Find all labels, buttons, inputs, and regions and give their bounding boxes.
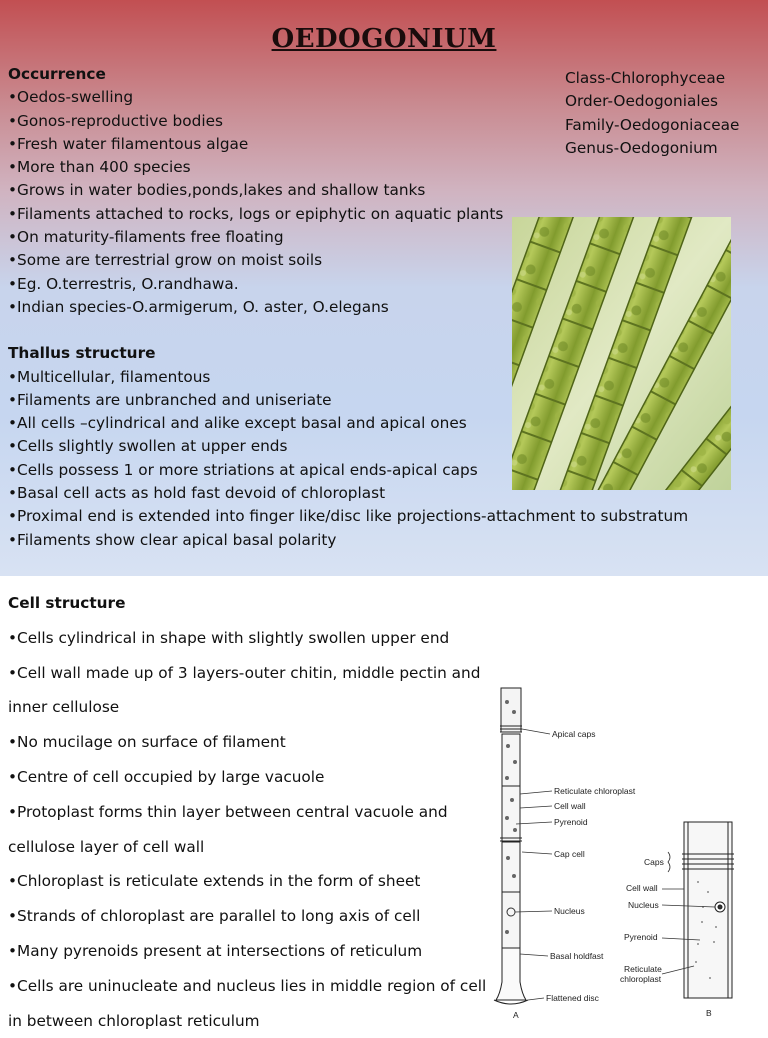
list-item: •Indian species-O.armigerum, O. aster, O.elegans bbox=[8, 297, 389, 316]
classification-family: Family-Oedogoniaceae bbox=[565, 115, 740, 134]
label-nucleus-b: Nucleus bbox=[628, 900, 659, 910]
label-caps: Caps bbox=[644, 857, 664, 867]
list-item: inner cellulose bbox=[8, 698, 120, 717]
label-flattened-disc: Flattened disc bbox=[546, 993, 599, 1003]
list-item: •No mucilage on surface of filament bbox=[8, 733, 286, 752]
list-item: •Cells cylindrical in shape with slightly swollen upper end bbox=[8, 628, 450, 647]
list-item: •Filaments attached to rocks, logs or epiphytic on aquatic plants bbox=[8, 204, 504, 223]
page-title: OEDOGONIUM bbox=[271, 24, 497, 54]
list-item: •Cell wall made up of 3 layers-outer chitin, middle pectin and bbox=[8, 663, 481, 682]
list-item: •Chloroplast is reticulate extends in the form of sheet bbox=[8, 872, 421, 891]
list-item: •Filaments are unbranched and uniseriate bbox=[8, 390, 332, 409]
list-item: •Some are terrestrial grow on moist soils bbox=[8, 251, 323, 270]
oedogonium-diagram bbox=[488, 682, 768, 1022]
list-item: •Gonos-reproductive bodies bbox=[8, 111, 223, 130]
classification-genus: Genus-Oedogonium bbox=[565, 138, 718, 157]
list-item: •More than 400 species bbox=[8, 158, 191, 177]
classification-box bbox=[565, 67, 739, 160]
list-item: •Cells are uninucleate and nucleus lies in middle region of cell bbox=[8, 976, 487, 995]
filament-drawing bbox=[494, 688, 528, 1004]
list-item: •On maturity-filaments free floating bbox=[8, 228, 284, 247]
cell-drawing bbox=[682, 822, 734, 998]
micrograph-image bbox=[512, 217, 731, 490]
label-pyrenoid-b: Pyrenoid bbox=[624, 932, 658, 942]
list-item: •Grows in water bodies,ponds,lakes and shallow tanks bbox=[8, 181, 426, 200]
thallus-heading: Thallus structure bbox=[8, 344, 156, 363]
leader-lines-a bbox=[515, 729, 552, 1000]
list-item: •Centre of cell occupied by large vacuole bbox=[8, 767, 325, 786]
list-item: •All cells –cylindrical and alike except basal and apical ones bbox=[8, 414, 467, 433]
list-item: •Multicellular, filamentous bbox=[8, 367, 211, 386]
label-apical-caps: Apical caps bbox=[552, 729, 596, 739]
cell-structure-section bbox=[8, 586, 498, 1038]
label-chloroplast-b: chloroplast bbox=[620, 974, 662, 984]
list-item: •Strands of chloroplast are parallel to long axis of cell bbox=[8, 907, 421, 926]
list-item: in between chloroplast reticulum bbox=[8, 1011, 260, 1030]
classification-class: Class-Chlorophyceae bbox=[565, 69, 726, 87]
list-item: •Eg. O.terrestris, O.randhawa. bbox=[8, 274, 239, 293]
list-item: •Oedos-swelling bbox=[8, 88, 134, 107]
classification-order: Order-Oedogoniales bbox=[565, 92, 718, 111]
list-item: •Proximal end is extended into finger like/disc like projections-attachment to substratum bbox=[8, 507, 689, 526]
list-item: cellulose layer of cell wall bbox=[8, 837, 205, 856]
label-reticulate-b: Reticulate bbox=[624, 964, 662, 974]
label-nucleus-a: Nucleus bbox=[554, 906, 585, 916]
list-item: •Basal cell acts as hold fast devoid of chloroplast bbox=[8, 484, 386, 503]
label-basal-holdfast: Basal holdfast bbox=[550, 951, 604, 961]
list-item: •Cells possess 1 or more striations at apical ends-apical caps bbox=[8, 460, 478, 479]
list-item: •Fresh water filamentous algae bbox=[8, 134, 249, 153]
label-reticulate-chloroplast: Reticulate chloroplast bbox=[554, 786, 636, 796]
occurrence-heading: Occurrence bbox=[8, 65, 106, 83]
figure-letter-a: A bbox=[513, 1010, 519, 1020]
label-cell-wall-b: Cell wall bbox=[626, 883, 658, 893]
label-cell-wall-a: Cell wall bbox=[554, 801, 586, 811]
list-item: •Protoplast forms thin layer between central vacuole and bbox=[8, 802, 448, 821]
list-item: •Many pyrenoids present at intersections of reticulum bbox=[8, 941, 423, 960]
cell-structure-heading: Cell structure bbox=[8, 594, 126, 612]
list-item: •Filaments show clear apical basal polarity bbox=[8, 530, 337, 549]
list-item: •Cells slightly swollen at upper ends bbox=[8, 437, 288, 456]
label-cap-cell: Cap cell bbox=[554, 849, 585, 859]
label-pyrenoid-a: Pyrenoid bbox=[554, 817, 588, 827]
figure-letter-b: B bbox=[706, 1008, 712, 1018]
